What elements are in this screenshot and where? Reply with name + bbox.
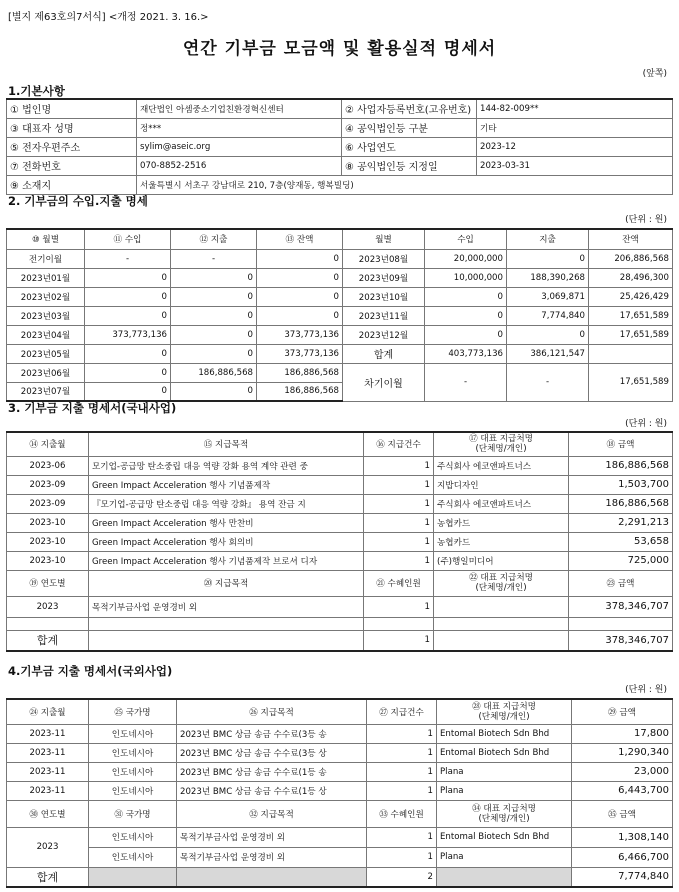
purpose-cell: 목적기부금사업 운영경비 외 [89, 596, 364, 617]
carry-balance: 17,651,589 [589, 363, 673, 401]
overseas-unit: (단위 : 원) [625, 685, 667, 695]
domestic-header: ⑱ 금액 [569, 432, 673, 456]
basic-row [7, 99, 673, 118]
month-cell: 2023년12월 [343, 325, 425, 344]
month-cell: 2023-10 [7, 551, 89, 570]
month-cell: 2023년09월 [343, 268, 425, 287]
total-payee-blank [437, 867, 572, 887]
country-cell: 인도네시아 [89, 743, 177, 762]
purpose-cell: 『모기업-공급망 탄소중립 대응 역량 강화』 용역 잔금 지 [89, 494, 364, 513]
domestic-row [7, 475, 673, 494]
income-header-row [7, 229, 673, 249]
amount-cell: 378,346,707 [569, 596, 673, 617]
basic-row [7, 156, 673, 175]
domestic-header: ㉑ 수혜인원 [364, 570, 434, 596]
domestic-header: ⑯ 지급건수 [364, 432, 434, 456]
count-cell: 1 [364, 513, 434, 532]
amount-cell: 186,886,568 [569, 456, 673, 475]
empty-cell [434, 617, 569, 630]
overseas-row [7, 781, 673, 800]
purpose-cell: Green Impact Acceleration 행사 회의비 [89, 532, 364, 551]
basic-label: ⑦ 전화번호 [7, 156, 137, 175]
month-cell: 2023년05월 [7, 344, 85, 363]
payee-cell: Plana [437, 847, 572, 867]
balance-cell: 25,426,429 [589, 287, 673, 306]
month-cell: 2023년01월 [7, 268, 85, 287]
purpose-cell: 2023년 BMC 상금 송금 수수료(3등 송 [177, 724, 367, 743]
basic-value: 070-8852-2516 [137, 156, 342, 175]
empty-cell [364, 617, 434, 630]
count-cell: 1 [367, 762, 437, 781]
basic-value: 재단법인 아셈중소기업친환경혁신센터 [137, 99, 342, 118]
income-cell: 0 [85, 268, 171, 287]
month-cell: 2023-11 [7, 724, 89, 743]
balance-cell: 206,886,568 [589, 249, 673, 268]
year-cell: 2023 [7, 596, 89, 617]
domestic-header: ㉒ 대표 지급처명 (단체명/개인) [434, 570, 569, 596]
empty-cell [89, 617, 364, 630]
domestic-row [7, 456, 673, 475]
domestic-header: ⑮ 지급목적 [89, 432, 364, 456]
expense-cell: 188,390,268 [507, 268, 589, 287]
month-cell: 2023년11월 [343, 306, 425, 325]
overseas-header: ㉗ 지급건수 [367, 699, 437, 724]
section-domestic-title: 3. 기부금 지출 명세서(국내사업) [8, 401, 177, 415]
payee-cell: Entomal Biotech Sdn Bhd [437, 724, 572, 743]
basic-value: 정*** [137, 118, 342, 137]
income-row [7, 249, 673, 268]
income-unit: (단위 : 원) [625, 215, 667, 225]
purpose-cell: Green Impact Acceleration 행사 기념품제작 브로셔 디자 [89, 551, 364, 570]
amount-cell: 186,886,568 [569, 494, 673, 513]
income-cell: 0 [425, 287, 507, 306]
income-row [7, 306, 673, 325]
total-purpose [89, 630, 364, 651]
month-cell: 2023-06 [7, 456, 89, 475]
domestic-header: ㉓ 금액 [569, 570, 673, 596]
count-cell: 1 [367, 847, 437, 867]
amount-cell: 6,443,700 [572, 781, 673, 800]
income-cell: - [85, 249, 171, 268]
income-header: ⑫ 지출 [171, 229, 257, 249]
section-basic-title: 1.기본사항 [8, 84, 65, 98]
basic-label: ⑧ 공익법인등 지정일 [342, 156, 477, 175]
purpose-cell: Green Impact Acceleration 행사 만찬비 [89, 513, 364, 532]
overseas-header: ㉔ 지출월 [7, 699, 89, 724]
amount-cell: 6,466,700 [572, 847, 673, 867]
overseas-header: ㉞ 대표 지급처명 (단체명/개인) [437, 800, 572, 827]
basic-info-table [6, 98, 673, 195]
country-cell: 인도네시아 [89, 724, 177, 743]
domestic-unit: (단위 : 원) [625, 419, 667, 429]
month-cell: 2023년03월 [7, 306, 85, 325]
amount-cell: 53,658 [569, 532, 673, 551]
month-cell: 2023-10 [7, 532, 89, 551]
overseas-row [7, 743, 673, 762]
month-cell: 2023년06월 [7, 363, 85, 382]
income-cell: 0 [85, 382, 171, 401]
total-amount: 7,774,840 [572, 867, 673, 887]
month-cell: 2023년10월 [343, 287, 425, 306]
amount-cell: 1,503,700 [569, 475, 673, 494]
total-count: 1 [364, 630, 434, 651]
expense-cell: - [171, 249, 257, 268]
expense-cell: 0 [507, 249, 589, 268]
domestic-empty-row [7, 617, 673, 630]
payee-cell: Entomal Biotech Sdn Bhd [437, 743, 572, 762]
basic-value: sylim@aseic.org [137, 137, 342, 156]
basic-value: 기타 [477, 118, 673, 137]
balance-cell: 186,886,568 [257, 382, 343, 401]
total-label: 합계 [7, 630, 89, 651]
amount-cell: 725,000 [569, 551, 673, 570]
month-cell: 2023-10 [7, 513, 89, 532]
purpose-cell: Green Impact Acceleration 행사 기념품제작 [89, 475, 364, 494]
month-cell: 전기이월 [7, 249, 85, 268]
expense-cell: 0 [171, 344, 257, 363]
basic-label: ② 사업자등록번호(고유번호) [342, 99, 477, 118]
payee-cell: 지밥디자인 [434, 475, 569, 494]
income-header: 잔액 [589, 229, 673, 249]
basic-label: ⑥ 사업연도 [342, 137, 477, 156]
page-side-label: (앞쪽) [642, 69, 667, 79]
expense-cell: 0 [171, 287, 257, 306]
total-count: 2 [367, 867, 437, 887]
payee-cell: Plana [437, 762, 572, 781]
balance-cell: 186,886,568 [257, 363, 343, 382]
carry-expense: - [507, 363, 589, 401]
balance-cell: 0 [257, 287, 343, 306]
address-value: 서울특별시 서초구 강남대로 210, 7층(양재동, 행복빌딩) [137, 175, 673, 194]
carry-income: - [425, 363, 507, 401]
balance-cell: 28,496,300 [589, 268, 673, 287]
expense-cell: 0 [171, 306, 257, 325]
country-cell: 인도네시아 [89, 781, 177, 800]
balance-cell: 17,651,589 [589, 325, 673, 344]
count-cell: 1 [364, 532, 434, 551]
count-cell: 1 [367, 724, 437, 743]
income-header: ⑪ 수입 [85, 229, 171, 249]
purpose-cell: 2023년 BMC 상금 송금 수수료(1등 상 [177, 781, 367, 800]
domestic-total-row [7, 630, 673, 651]
balance-cell: 0 [257, 249, 343, 268]
page-title: 연간 기부금 모금액 및 활용실적 명세서 [182, 39, 497, 59]
payee-cell: 농협카드 [434, 532, 569, 551]
domestic-header-row [7, 432, 673, 456]
income-header: 지출 [507, 229, 589, 249]
purpose-cell: 2023년 BMC 상금 송금 수수료(3등 상 [177, 743, 367, 762]
month-cell: 2023년07월 [7, 382, 85, 401]
balance-cell: 17,651,589 [589, 306, 673, 325]
overseas-header: ㉟ 금액 [572, 800, 673, 827]
overseas-year-row [7, 847, 673, 867]
payee-cell: 농협카드 [434, 513, 569, 532]
basic-value: 2023-03-31 [477, 156, 673, 175]
income-row [7, 363, 673, 382]
income-cell: 403,773,136 [425, 344, 507, 363]
expense-cell: 186,886,568 [171, 363, 257, 382]
domestic-table [6, 431, 673, 652]
purpose-cell: 목적기부금사업 운영경비 외 [177, 847, 367, 867]
domestic-header-row [7, 570, 673, 596]
overseas-table [6, 698, 673, 888]
count-cell: 1 [367, 827, 437, 847]
overseas-total-row [7, 867, 673, 887]
overseas-year-row [7, 827, 673, 847]
payee-cell: 주식회사 에코앤파트너스 [434, 494, 569, 513]
country-cell: 인도네시아 [89, 847, 177, 867]
count-cell: 1 [367, 743, 437, 762]
expense-cell: 0 [507, 325, 589, 344]
domestic-row [7, 513, 673, 532]
expense-cell: 0 [171, 268, 257, 287]
purpose-cell: 목적기부금사업 운영경비 외 [177, 827, 367, 847]
expense-cell: 7,774,840 [507, 306, 589, 325]
month-cell: 2023-09 [7, 494, 89, 513]
count-cell: 1 [364, 475, 434, 494]
income-row [7, 287, 673, 306]
overseas-header: ㉜ 지급목적 [177, 800, 367, 827]
empty-cell [569, 617, 673, 630]
income-table [6, 228, 673, 402]
domestic-header: ⑳ 지급목적 [89, 570, 364, 596]
income-cell: 0 [425, 325, 507, 344]
month-cell: 2023-11 [7, 781, 89, 800]
balance-cell: 0 [257, 268, 343, 287]
income-cell: 0 [425, 306, 507, 325]
domestic-row [7, 494, 673, 513]
payee-cell: (주)행일미디어 [434, 551, 569, 570]
income-cell: 0 [85, 287, 171, 306]
income-cell: 10,000,000 [425, 268, 507, 287]
empty-cell [7, 617, 89, 630]
overseas-header: ㉙ 금액 [572, 699, 673, 724]
income-row [7, 344, 673, 363]
income-cell: 0 [85, 344, 171, 363]
amount-cell: 1,290,340 [572, 743, 673, 762]
income-cell: 0 [85, 306, 171, 325]
month-cell: 2023-09 [7, 475, 89, 494]
form-number: [별지 제63호의7서식] <개정 2021. 3. 16.> [8, 12, 209, 23]
overseas-header-row [7, 699, 673, 724]
country-cell: 인도네시아 [89, 827, 177, 847]
income-row [7, 268, 673, 287]
month-cell: 2023년04월 [7, 325, 85, 344]
overseas-header: ㉚ 연도별 [7, 800, 89, 827]
domestic-header: ⑲ 연도별 [7, 570, 89, 596]
address-label: ⑨ 소재지 [7, 175, 137, 194]
purpose-cell: 2023년 BMC 상금 송금 수수료(1등 송 [177, 762, 367, 781]
month-cell: 2023년08월 [343, 249, 425, 268]
section-income-title: 2. 기부금의 수입.지출 명세 [8, 194, 148, 208]
income-cell: 0 [85, 363, 171, 382]
domestic-header: ⑭ 지출월 [7, 432, 89, 456]
basic-label: ① 법인명 [7, 99, 137, 118]
count-cell: 1 [364, 596, 434, 617]
payee-cell: Plana [437, 781, 572, 800]
income-header: 월별 [343, 229, 425, 249]
total-label: 합계 [7, 867, 89, 887]
count-cell: 1 [364, 551, 434, 570]
expense-cell: 3,069,871 [507, 287, 589, 306]
amount-cell: 17,800 [572, 724, 673, 743]
basic-row [7, 137, 673, 156]
balance-cell: 373,773,136 [257, 325, 343, 344]
purpose-cell: 모기업-공급망 탄소중립 대응 역량 강화 용역 계약 관련 중 [89, 456, 364, 475]
overseas-header: ㉖ 지급목적 [177, 699, 367, 724]
income-header: ⑩ 월별 [7, 229, 85, 249]
overseas-header: ㉝ 수혜인원 [367, 800, 437, 827]
payee-cell: Entomal Biotech Sdn Bhd [437, 827, 572, 847]
basic-value: 144-82-009** [477, 99, 673, 118]
income-header: 수입 [425, 229, 507, 249]
basic-label: ④ 공익법인등 구분 [342, 118, 477, 137]
basic-value: 2023-12 [477, 137, 673, 156]
overseas-header: ㉕ 국가명 [89, 699, 177, 724]
overseas-header-row [7, 800, 673, 827]
total-purpose-blank [177, 867, 367, 887]
income-cell: 373,773,136 [85, 325, 171, 344]
country-cell: 인도네시아 [89, 762, 177, 781]
month-cell: 2023-11 [7, 743, 89, 762]
month-cell: 2023-11 [7, 762, 89, 781]
total-country-blank [89, 867, 177, 887]
month-cell: 합계 [343, 344, 425, 363]
overseas-header: ㉘ 대표 지급처명 (단체명/개인) [437, 699, 572, 724]
payee-cell: 주식회사 에코앤파트너스 [434, 456, 569, 475]
basic-label: ⑤ 전자우편주소 [7, 137, 137, 156]
domestic-row [7, 532, 673, 551]
income-cell: 20,000,000 [425, 249, 507, 268]
expense-cell: 0 [171, 382, 257, 401]
domestic-row [7, 551, 673, 570]
amount-cell: 1,308,140 [572, 827, 673, 847]
count-cell: 1 [364, 494, 434, 513]
total-amount: 378,346,707 [569, 630, 673, 651]
domestic-year-row [7, 596, 673, 617]
income-row [7, 325, 673, 344]
balance-cell: 373,773,136 [257, 344, 343, 363]
basic-row [7, 175, 673, 194]
carry-label: 차기이월 [343, 363, 425, 401]
expense-cell: 0 [171, 325, 257, 344]
expense-cell: 386,121,547 [507, 344, 589, 363]
overseas-row [7, 762, 673, 781]
amount-cell: 2,291,213 [569, 513, 673, 532]
total-payee [434, 630, 569, 651]
section-overseas-title: 4.기부금 지출 명세서(국외사업) [8, 664, 173, 678]
payee-cell [434, 596, 569, 617]
income-header: ⑬ 잔액 [257, 229, 343, 249]
basic-row [7, 118, 673, 137]
balance-cell: 0 [257, 306, 343, 325]
overseas-header: ㉛ 국가명 [89, 800, 177, 827]
amount-cell: 23,000 [572, 762, 673, 781]
year-cell: 2023 [7, 827, 89, 867]
overseas-row [7, 724, 673, 743]
domestic-header: ⑰ 대표 지급처명 (단체명/개인) [434, 432, 569, 456]
balance-cell [589, 344, 673, 363]
basic-label: ③ 대표자 성명 [7, 118, 137, 137]
count-cell: 1 [364, 456, 434, 475]
month-cell: 2023년02월 [7, 287, 85, 306]
count-cell: 1 [367, 781, 437, 800]
